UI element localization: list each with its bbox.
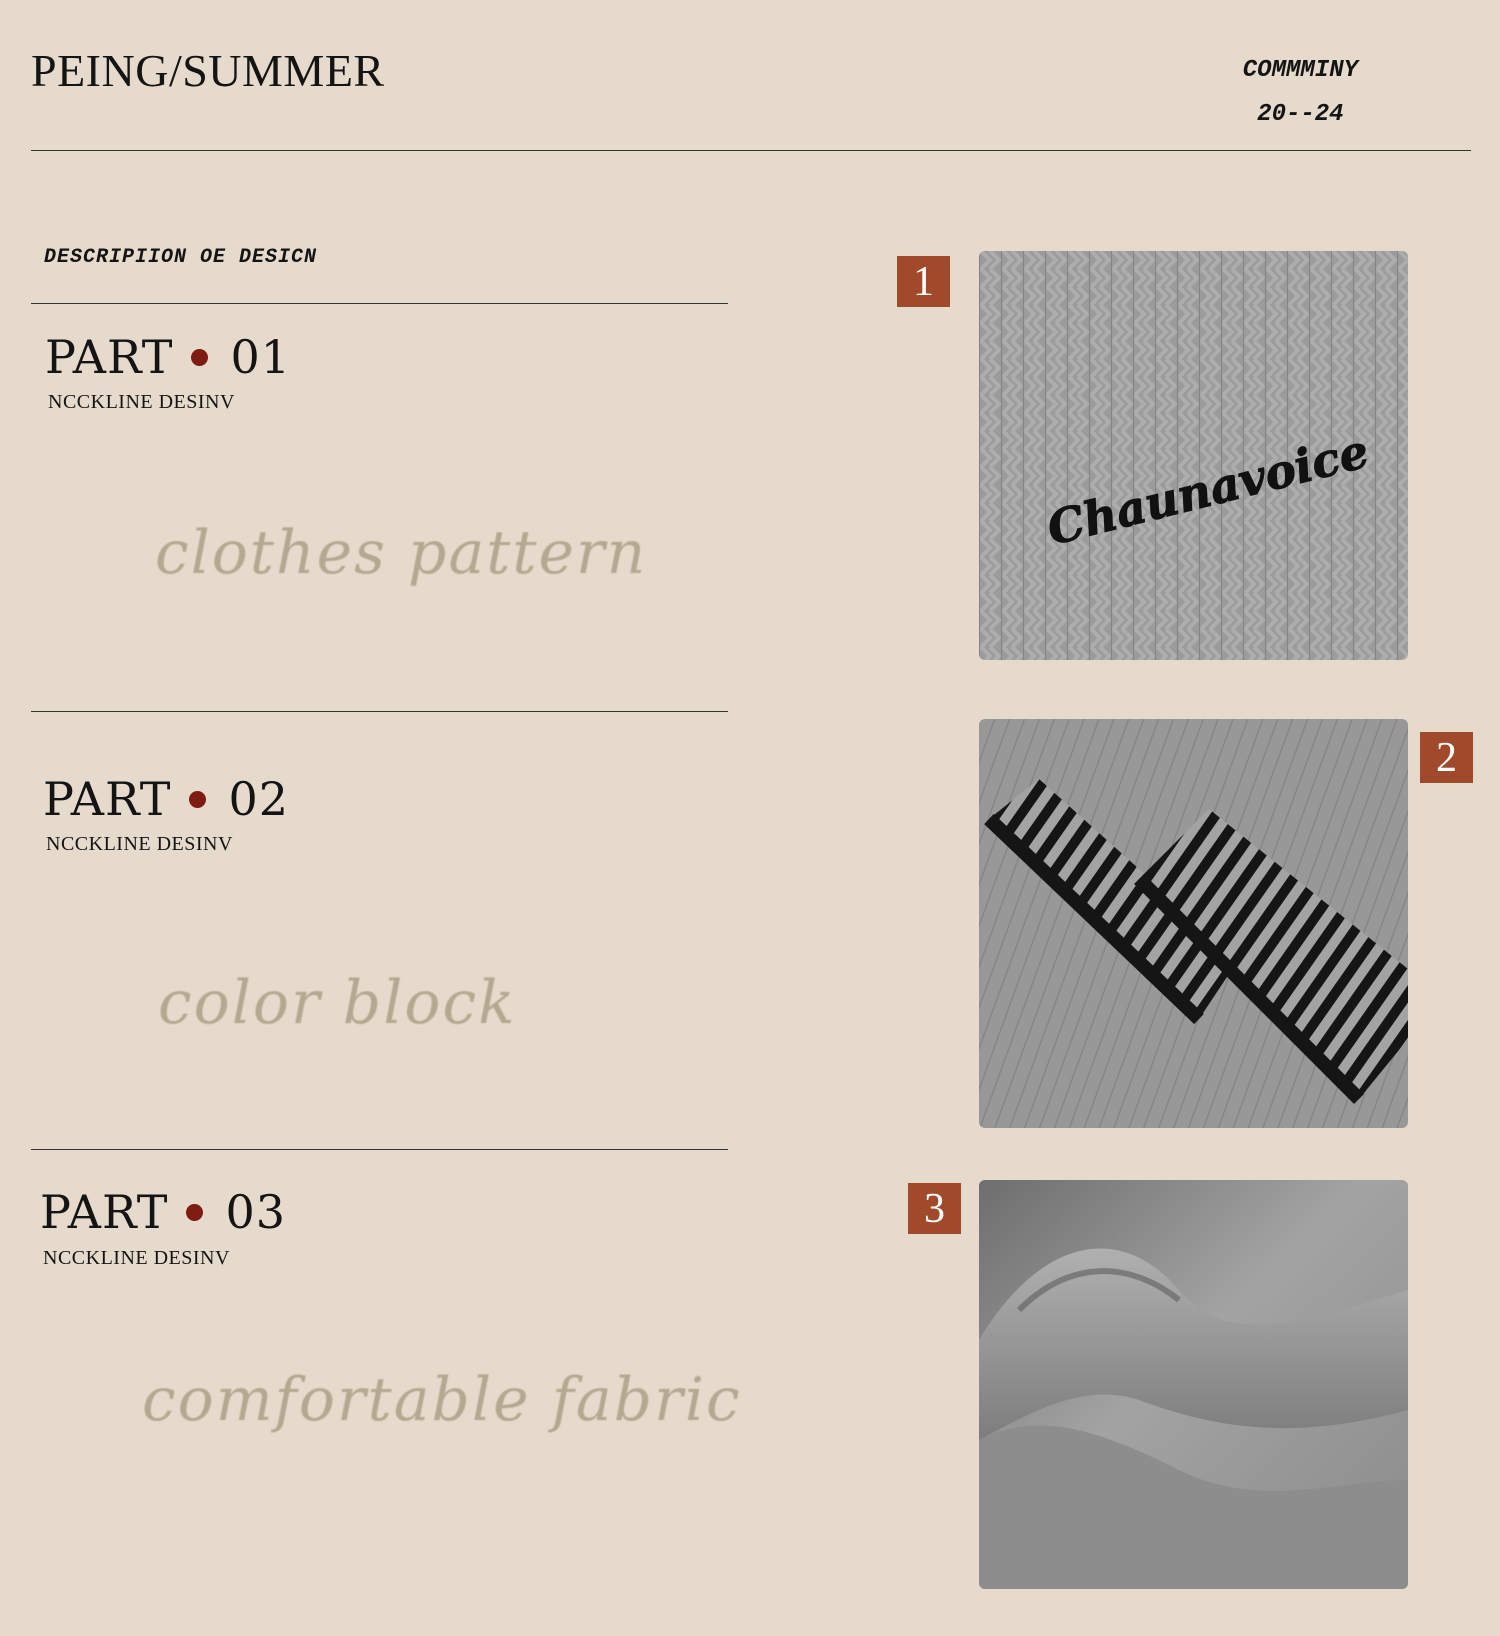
bullet-dot-icon xyxy=(189,791,206,808)
section-title: DESCRIPIION OE DESICN xyxy=(44,246,318,269)
part-number: 01 xyxy=(230,330,292,384)
badge-3: 3 xyxy=(908,1183,961,1234)
collection-name: COMMMINY xyxy=(1242,57,1358,84)
embroidery-text: Chaunavoice xyxy=(1041,423,1374,556)
folded-fabric-photo xyxy=(979,1180,1408,1589)
section-divider xyxy=(31,303,728,304)
badge-1: 1 xyxy=(897,256,950,307)
script-caption-02: color block xyxy=(158,968,517,1038)
part-heading-02 xyxy=(43,772,289,826)
part-label: PART xyxy=(43,772,172,826)
bullet-dot-icon xyxy=(186,1204,203,1221)
striped-cuff-photo xyxy=(979,719,1408,1128)
part-subtitle-02: NCCKLINE DESINV xyxy=(46,833,233,855)
part-label: PART xyxy=(45,330,174,384)
bullet-dot-icon xyxy=(191,349,208,366)
part-number: 03 xyxy=(225,1185,287,1239)
script-caption-03: comfortable fabric xyxy=(142,1365,742,1435)
part-label: PART xyxy=(40,1185,169,1239)
knit-embroidery-photo xyxy=(979,251,1408,660)
part-number: 02 xyxy=(228,772,290,826)
part-subtitle-01: NCCKLINE DESINV xyxy=(48,391,235,413)
part-divider-01 xyxy=(31,711,728,712)
collection-year: 20--24 xyxy=(1257,101,1344,128)
part-divider-02 xyxy=(31,1149,728,1150)
script-caption-01: clothes pattern xyxy=(155,518,648,588)
part-heading-03 xyxy=(40,1185,286,1239)
part-heading-01 xyxy=(45,330,291,384)
collection-label xyxy=(1243,49,1358,137)
header-divider xyxy=(31,150,1471,151)
badge-2: 2 xyxy=(1420,732,1473,783)
brand-title: PEING/SUMMER xyxy=(31,45,385,96)
part-subtitle-03: NCCKLINE DESINV xyxy=(43,1247,230,1269)
